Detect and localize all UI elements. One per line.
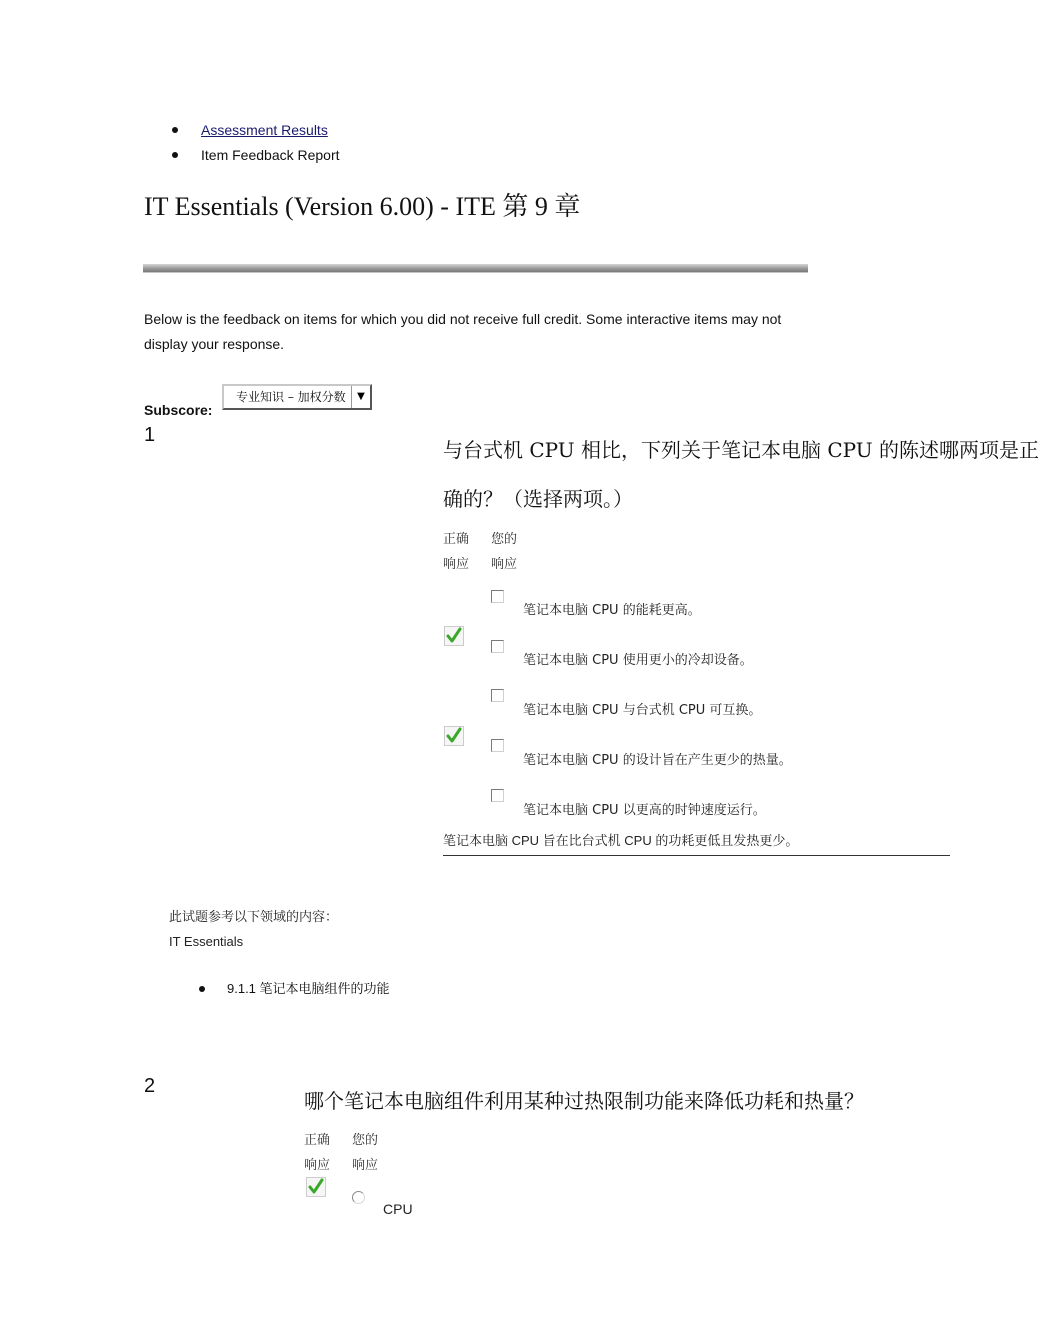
question-text-line1: 与台式机 CPU 相比，下列关于笔记本电脑 CPU 的陈述哪两项是正 bbox=[443, 438, 1039, 462]
option-label-2: 笔记本电脑 CPU 使用更小的冷却设备。 bbox=[523, 653, 753, 668]
subscore-label: Subscore: bbox=[144, 402, 213, 418]
answer-explanation: 笔记本电脑 CPU 旨在比台式机 CPU 的功耗更低且发热更少。 bbox=[443, 830, 950, 856]
your-response-header: 您的 响应 bbox=[491, 532, 518, 572]
option-label-1: 笔记本电脑 CPU 的能耗更高。 bbox=[523, 603, 701, 618]
option-checkbox-2[interactable] bbox=[491, 640, 504, 653]
reference-list bbox=[199, 978, 390, 1000]
option-checkbox-4[interactable] bbox=[491, 739, 504, 752]
option-label-4: 笔记本电脑 CPU 的设计旨在产生更少的热量。 bbox=[523, 753, 792, 768]
option-radio-1[interactable] bbox=[352, 1191, 365, 1204]
reference-intro: 此试题参考以下领域的内容： bbox=[169, 909, 339, 924]
option-label-3: 笔记本电脑 CPU 与台式机 CPU 可互换。 bbox=[523, 703, 762, 718]
question-text-line2: 确的？（选择两项。） bbox=[443, 487, 633, 511]
option-label-1: CPU bbox=[383, 1201, 413, 1217]
correct-check-icon bbox=[444, 626, 464, 646]
title-divider bbox=[143, 264, 808, 273]
question-number: 2 bbox=[144, 1075, 156, 1097]
subscore-select[interactable] bbox=[222, 384, 372, 410]
correct-response-header: 正确 响应 bbox=[443, 532, 470, 572]
correct-response-header: 正确 响应 bbox=[304, 1133, 331, 1173]
reference-item: 9.1.1 笔记本电脑组件的功能 bbox=[199, 978, 390, 1000]
option-checkbox-5[interactable] bbox=[491, 789, 504, 802]
nav-item-assessment-results[interactable] bbox=[172, 118, 340, 143]
your-response-header: 您的 响应 bbox=[352, 1133, 379, 1173]
correct-check-icon bbox=[306, 1177, 326, 1197]
correct-check-icon bbox=[444, 726, 464, 746]
report-nav bbox=[172, 118, 340, 168]
option-checkbox-3[interactable] bbox=[491, 689, 504, 702]
nav-item-feedback-report: Item Feedback Report bbox=[172, 143, 340, 168]
option-checkbox-1[interactable] bbox=[491, 590, 504, 603]
dropdown-arrow-icon[interactable]: ▼ bbox=[351, 386, 370, 408]
question-number: 1 bbox=[144, 424, 156, 446]
option-label-5: 笔记本电脑 CPU 以更高的时钟速度运行。 bbox=[523, 803, 766, 818]
page-title: IT Essentials (Version 6.00) - ITE 第 9 章 bbox=[144, 192, 581, 221]
subscore-selected-value: 专业知识 – 加权分数 bbox=[236, 390, 346, 404]
question-text: 哪个笔记本电脑组件利用某种过热限制功能来降低功耗和热量？ bbox=[304, 1089, 864, 1113]
assessment-results-link[interactable]: Assessment Results bbox=[201, 122, 328, 138]
reference-course: IT Essentials bbox=[169, 934, 244, 949]
intro-text: Below is the feedback on items for which you did not receive full credit. Some interactive items may not display your response. bbox=[144, 311, 782, 352]
